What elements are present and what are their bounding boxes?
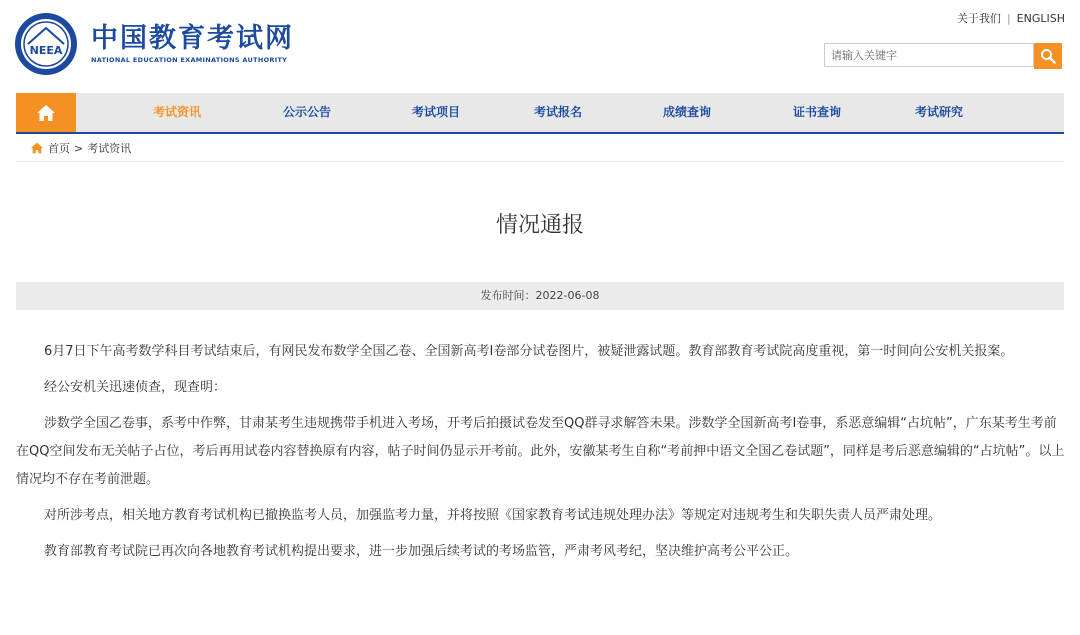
article-paragraph: 6月7日下午高考数学科目考试结束后，有网民发布数学全国乙卷、全国新高考I卷部分试卷图片，被疑泄露试题。教育部教育考试院高度重视，第一时间向公安机关报案。	[44, 344, 1014, 359]
search-input[interactable]: 请输入关键字	[824, 43, 1034, 67]
article-paragraph: 教育部教育考试院已再次向各地教育考试机构提出要求，进一步加强后续考试的考场监管，严肃考风考纪，坚决维护高考公平公正。	[44, 544, 799, 559]
logo-title-cn: 中国教育考试网	[91, 23, 294, 54]
neea-emblem-icon	[14, 12, 78, 76]
site-logo[interactable]	[14, 12, 294, 76]
main-nav	[16, 93, 1064, 134]
article-body	[16, 338, 1066, 574]
nav-item-score-query[interactable]: 成绩查询	[663, 105, 712, 119]
search-icon	[1040, 48, 1056, 64]
nav-item-certificate-query[interactable]: 证书查询	[793, 105, 842, 119]
home-small-icon	[30, 142, 44, 154]
breadcrumb-current-link[interactable]: 考试资讯	[87, 142, 132, 155]
breadcrumb-divider	[16, 161, 1064, 162]
nav-home-button[interactable]	[16, 93, 76, 132]
breadcrumb	[30, 140, 131, 156]
nav-item-exam-research[interactable]: 考试研究	[915, 105, 964, 119]
article-paragraph: 对所涉考点，相关地方教育考试机构已撤换监考人员，加强监考力量，并将按照《国家教育考试违规处理办法》等规定对违规考生和失职失责人员严肃处理。	[44, 508, 942, 523]
article-title: 情况通报	[495, 213, 584, 238]
emblem-text: NEEA	[29, 44, 63, 57]
breadcrumb-separator: >	[74, 141, 84, 155]
about-link[interactable]: 关于我们	[956, 12, 1001, 25]
search-button[interactable]	[1034, 43, 1062, 69]
nav-item-exam-projects[interactable]: 考试项目	[412, 105, 461, 119]
breadcrumb-home-link[interactable]: 首页	[48, 142, 70, 155]
nav-item-registration[interactable]: 考试报名	[534, 105, 583, 119]
logo-title-en: NATIONAL EDUCATION EXAMINATIONS AUTHORITY	[91, 56, 288, 64]
english-link[interactable]: ENGLISH	[1016, 12, 1065, 25]
top-links	[957, 10, 1065, 26]
search-bar	[824, 43, 1064, 69]
nav-item-exam-news[interactable]: 考试资讯	[153, 105, 202, 119]
home-icon	[36, 104, 56, 122]
article-paragraph: 涉数学全国乙卷事，系考中作弊，甘肃某考生违规携带手机进入考场，开考后拍摄试卷发至QQ群寻求解答未果。涉数学全国新高考I卷事，系恶意编辑“占坑帖”，广东某考生考前在QQ空间发布无关帖子占位，考后再用试卷内容替换原有内容，帖子时间仍显示开考前。此外，安徽某考生自称“考前押中语文全国乙卷试题”，同样是考后恶意编辑的“占坑帖”。以上情况均不存在考前泄题。	[16, 416, 1065, 487]
publish-date: 发布时间：2022-06-08	[16, 282, 1064, 310]
article-paragraph: 经公安机关迅速侦查，现查明：	[44, 380, 227, 395]
link-separator: |	[1006, 12, 1011, 25]
nav-item-announcements[interactable]: 公示公告	[283, 105, 332, 119]
